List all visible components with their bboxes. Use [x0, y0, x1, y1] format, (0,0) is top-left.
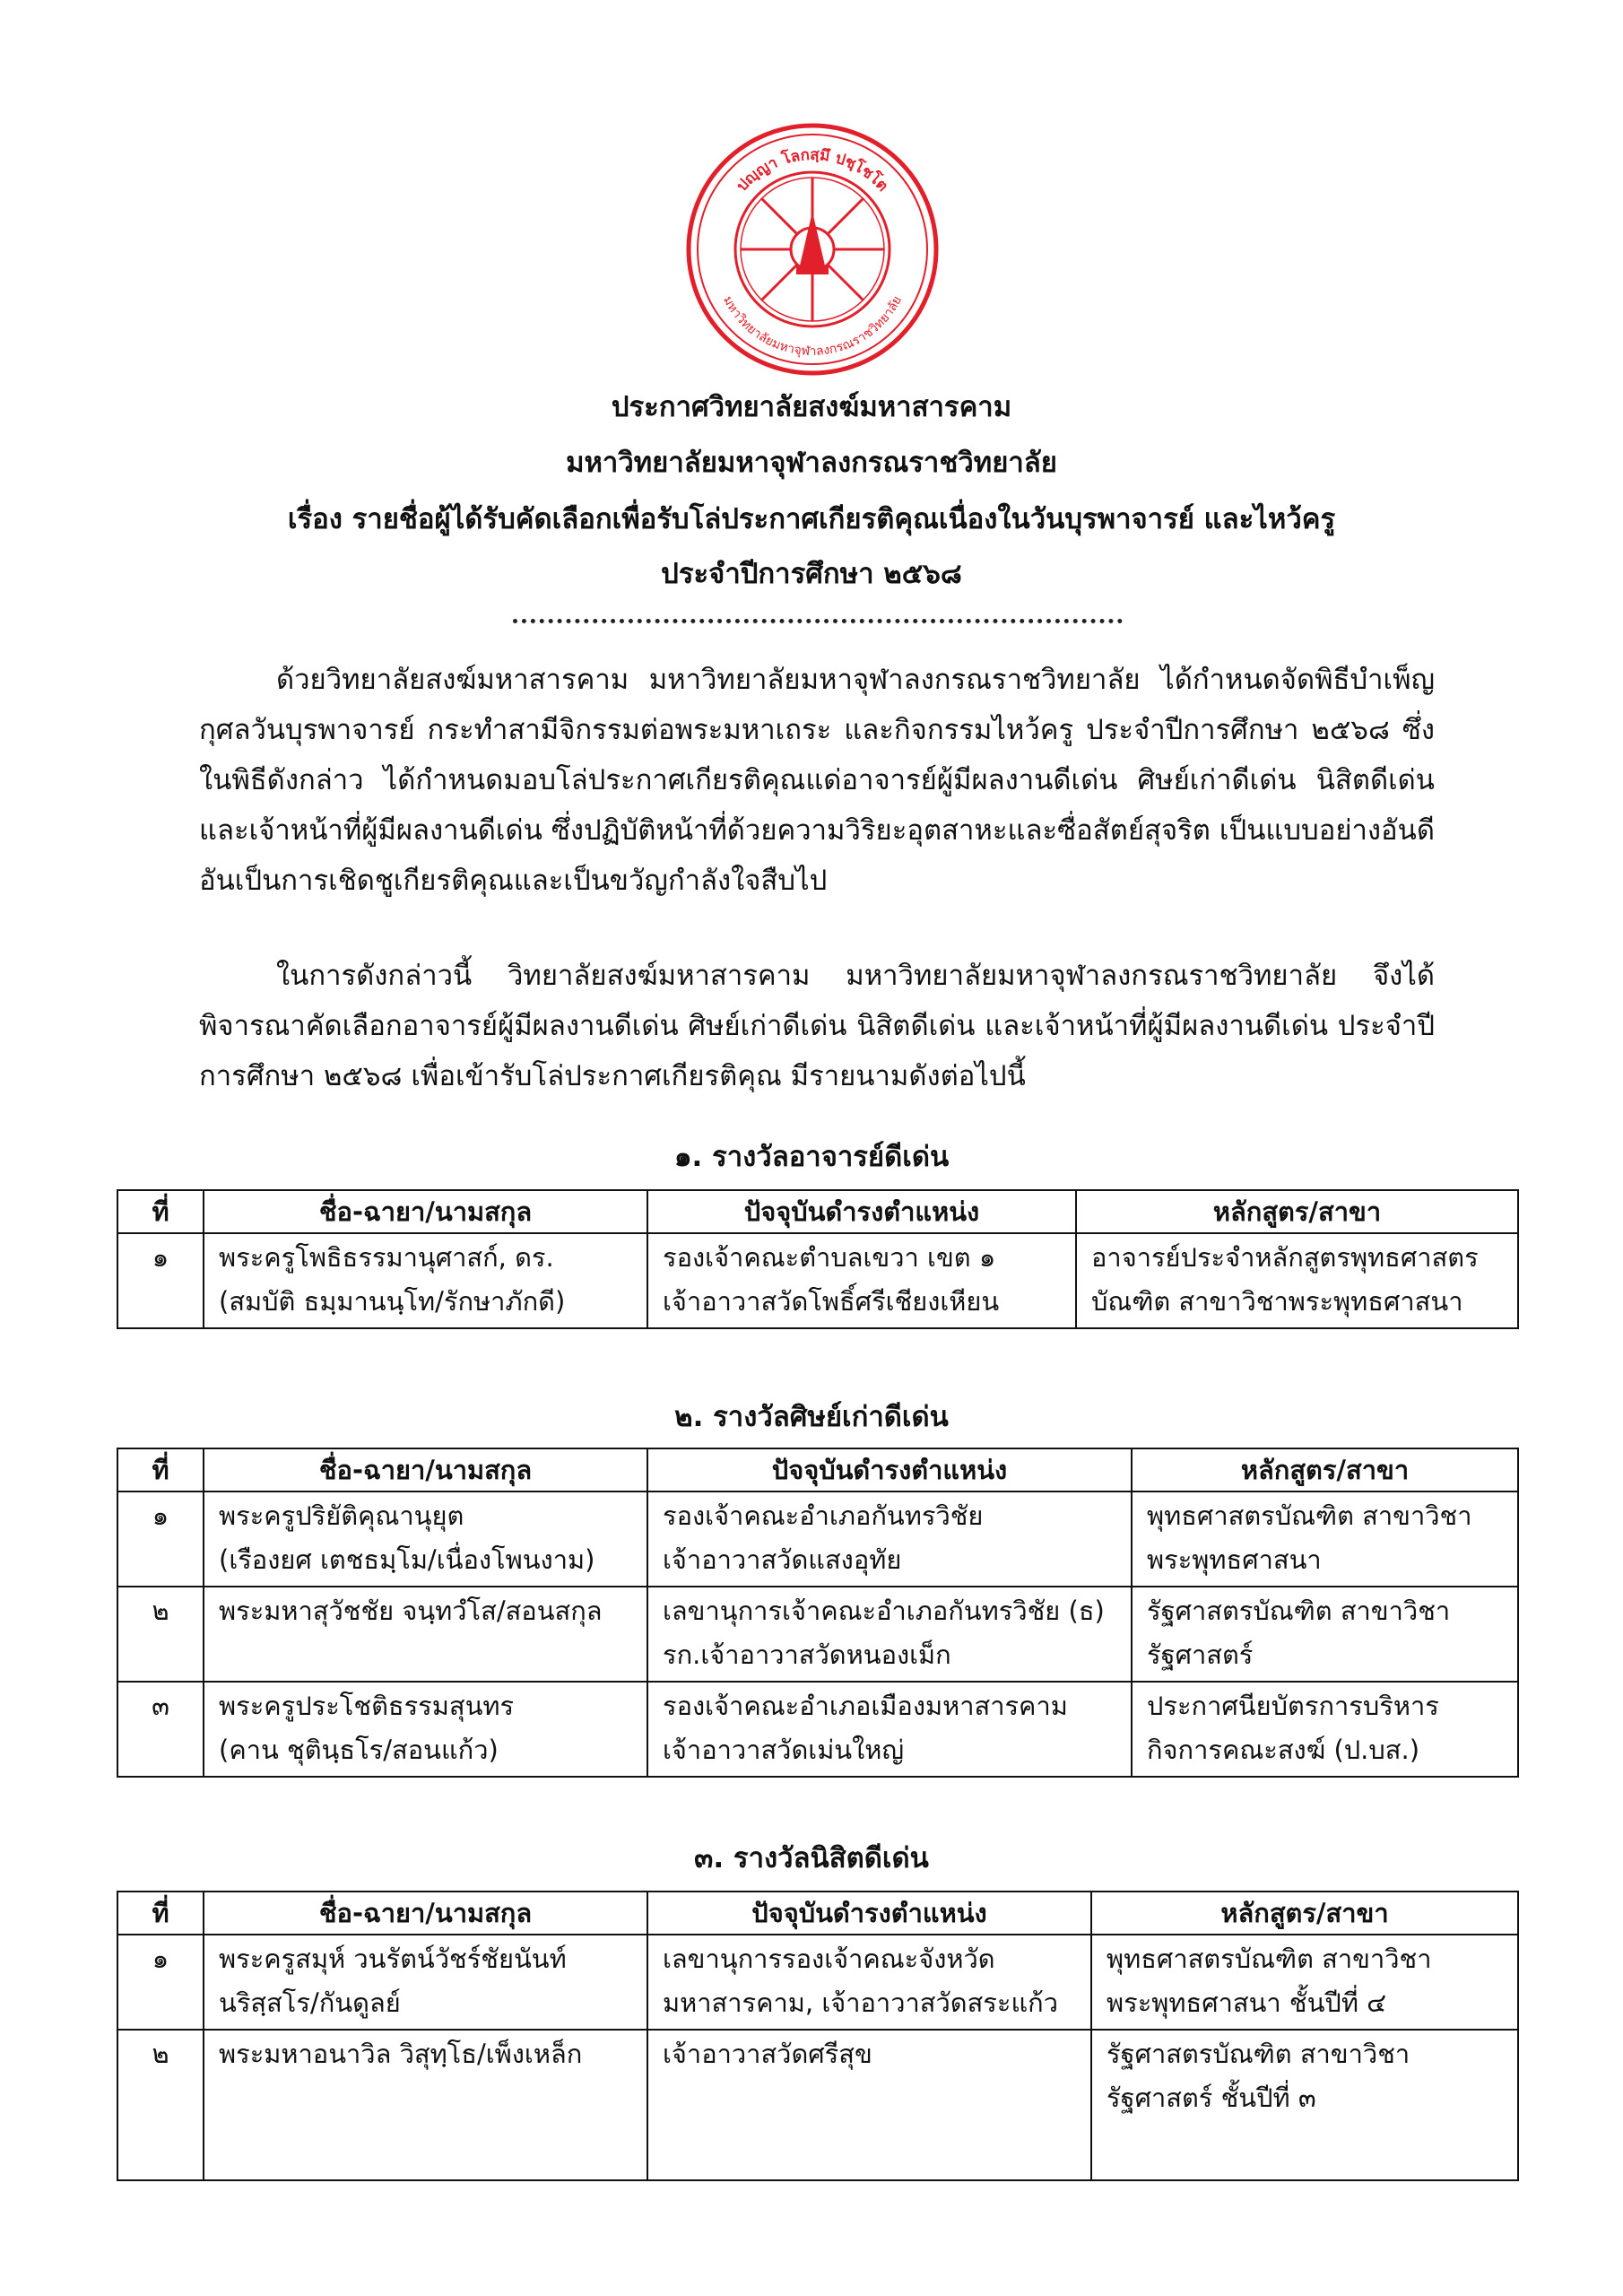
row-position — [647, 1492, 1132, 1587]
row-name — [204, 1682, 647, 1777]
col-header-position: ปัจจุบันดำรงตำแหน่ง — [647, 1448, 1132, 1492]
table-student-award — [117, 1891, 1519, 2181]
table-header-row — [117, 1892, 1518, 1935]
row-no: ๑ — [117, 1935, 204, 2030]
col-header-program: หลักสูตร/สาขา — [1091, 1892, 1518, 1935]
col-header-program: หลักสูตร/สาขา — [1076, 1190, 1518, 1233]
program-line: รัฐศาสตร์ ชั้นปีที่ ๓ — [1107, 2083, 1316, 2113]
position-line: รองเจ้าคณะอำเภอเมืองมหาสารคาม — [663, 1691, 1068, 1721]
program-line: ประกาศนียบัตรการบริหาร — [1147, 1691, 1439, 1721]
row-position — [647, 1587, 1132, 1682]
header-line-1: ประกาศวิทยาลัยสงฆ์มหาสารคาม — [611, 391, 1012, 423]
row-name — [204, 1587, 647, 1682]
table-header-row — [117, 1190, 1518, 1233]
table-alumni-award — [117, 1448, 1519, 1778]
col-header-name: ชื่อ-ฉายา/นามสกุล — [204, 1190, 647, 1233]
seal-bottom-text: มหาวิทยาลัยมหาจุฬาลงกรณราชวิทยาลัย — [720, 293, 905, 360]
row-no: ๒ — [117, 2030, 204, 2180]
row-no: ๓ — [117, 1682, 204, 1777]
name-line: (คาน ชุตินฺธโร/สอนแก้ว) — [219, 1735, 499, 1765]
paragraph-2 — [199, 951, 1435, 1101]
name-line: พระครูปริยัติคุณานุยุต — [219, 1500, 464, 1531]
row-no: ๒ — [117, 1587, 204, 1682]
position-line: เจ้าอาวาสวัดเม่นใหญ่ — [663, 1735, 905, 1765]
section-title-1: ๑. รางวัลอาจารย์ดีเด่น — [673, 1141, 950, 1173]
position-line: เจ้าอาวาสวัดศรีสุข — [663, 2039, 872, 2069]
row-position — [647, 1233, 1076, 1328]
name-line: พระครูโพธิธรรมานุศาสก์, ดร. — [219, 1242, 554, 1273]
header-line-3: เรื่อง รายชื่อผู้ได้รับคัดเลือกเพื่อรับโล่ประกาศเกียรติคุณเนื่องในวันบุรพาจารย์ และไหว้ครู — [287, 503, 1336, 535]
paragraph-1-text: ด้วยวิทยาลัยสงฆ์มหาสารคาม มหาวิทยาลัยมหาจุฬาลงกรณราชวิทยาลัย ได้กำหนดจัดพิธีบำเพ็ญกุศลวันบุรพาจารย์ กระทำสามีจิกรรมต่อพระมหาเถระ และกิจกรรมไหว้ครู ประจำปีการศึกษา ๒๕๖๘ ซึ่งในพิธีดังกล่าว ได้กำหนดมอบโล่ประกาศเกียรติคุณแด่อาจารย์ผู้มีผลงานดีเด่น ศิษย์เก่าดีเด่น นิสิตดีเด่น และเจ้าหน้าที่ผู้มีผลงานดีเด่น ซึ่งปฏิบัติหน้าที่ด้วยความวิริยะอุตสาหะและซื่อสัตย์สุจริต เป็นแบบอย่างอันดี อันเป็นการเชิดชูเกียรติคุณและเป็นขวัญกำลังใจสืบไป — [199, 664, 1436, 897]
position-line: มหาสารคาม, เจ้าอาวาสวัดสระแก้ว — [663, 1987, 1058, 2018]
table-row — [117, 1587, 1518, 1682]
row-name — [204, 1935, 647, 2030]
col-header-no: ที่ — [117, 1892, 204, 1935]
col-header-no: ที่ — [117, 1448, 204, 1492]
program-line: พุทธศาสตรบัณฑิต สาขาวิชา — [1147, 1500, 1472, 1531]
row-no: ๑ — [117, 1492, 204, 1587]
program-line: รัฐศาสตร์ — [1147, 1639, 1254, 1670]
name-line: พระมหาอนาวิล วิสุทฺโธ/เพ็งเหล็ก — [219, 2039, 583, 2069]
row-program — [1091, 2030, 1518, 2180]
paragraph-2-text: ในการดังกล่าวนี้ วิทยาลัยสงฆ์มหาสารคาม มหาวิทยาลัยมหาจุฬาลงกรณราชวิทยาลัย จึงได้พิจารณาคัดเลือกอาจารย์ผู้มีผลงานดีเด่น ศิษย์เก่าดีเด่น นิสิตดีเด่น และเจ้าหน้าที่ผู้มีผลงานดีเด่น ประจำปีการศึกษา ๒๕๖๘ เพื่อเข้ารับโล่ประกาศเกียรติคุณ มีรายนามดังต่อไปนี้ — [199, 960, 1435, 1092]
program-line: พุทธศาสตรบัณฑิต สาขาวิชา — [1107, 1944, 1432, 1974]
seal-top-text: ปญฺญา โลกสฺมึ ปชฺโชโต — [733, 145, 892, 196]
position-line: เลขานุการรองเจ้าคณะจังหวัด — [663, 1944, 995, 1974]
row-position — [647, 1935, 1091, 2030]
table-row — [117, 1233, 1518, 1328]
header-line-2: มหาวิทยาลัยมหาจุฬาลงกรณราชวิทยาลัย — [566, 447, 1057, 479]
name-line: นริสฺสโร/กันดูลย์ — [219, 1987, 401, 2018]
row-name — [204, 1492, 647, 1587]
name-line: (เรืองยศ เตชธมฺโม/เนื่องโพนงาม) — [219, 1544, 595, 1575]
table-row — [117, 1492, 1518, 1587]
university-seal-icon — [685, 122, 940, 377]
table-row — [117, 2030, 1518, 2180]
row-name — [204, 1233, 647, 1328]
row-program — [1132, 1587, 1518, 1682]
row-position — [647, 2030, 1091, 2180]
program-line: พระพุทธศาสนา ชั้นปีที่ ๔ — [1107, 1987, 1387, 2018]
row-program — [1091, 1935, 1518, 2030]
position-line: รองเจ้าคณะตำบลเขวา เขต ๑ — [663, 1242, 996, 1273]
col-header-no: ที่ — [117, 1190, 204, 1233]
name-line: พระครูสมุห์ วนรัตน์วัชร์ชัยนันท์ — [219, 1944, 567, 1974]
table-row — [117, 1682, 1518, 1777]
position-line: รองเจ้าคณะอำเภอกันทรวิชัย — [663, 1500, 984, 1531]
program-line: บัณฑิต สาขาวิชาพระพุทธศาสนา — [1091, 1286, 1463, 1317]
col-header-name: ชื่อ-ฉายา/นามสกุล — [204, 1448, 647, 1492]
section-title-3: ๓. รางวัลนิสิตดีเด่น — [694, 1842, 929, 1874]
program-line: กิจการคณะสงฆ์ (ป.บส.) — [1147, 1735, 1420, 1765]
position-line: เลขานุการเจ้าคณะอำเภอกันทรวิชัย (ธ) — [663, 1596, 1105, 1626]
row-name — [204, 2030, 647, 2180]
program-line: อาจารย์ประจำหลักสูตรพุทธศาสตร — [1091, 1242, 1479, 1273]
program-line: รัฐศาสตรบัณฑิต สาขาวิชา — [1147, 1596, 1451, 1626]
name-line: (สมบัติ ธมฺมานนฺโท/รักษาภักดี) — [219, 1286, 566, 1317]
position-line: รก.เจ้าอาวาสวัดหนองเม็ก — [663, 1639, 951, 1670]
header-line-4: ประจำปีการศึกษา ๒๕๖๘ — [661, 558, 962, 590]
position-line: เจ้าอาวาสวัดแสงอุทัย — [663, 1544, 902, 1575]
table-row — [117, 1935, 1518, 2030]
row-program — [1132, 1682, 1518, 1777]
program-line: พระพุทธศาสนา — [1147, 1544, 1322, 1575]
program-line: รัฐศาสตรบัณฑิต สาขาวิชา — [1107, 2039, 1410, 2069]
col-header-position: ปัจจุบันดำรงตำแหน่ง — [647, 1190, 1076, 1233]
name-line: พระมหาสุวัชชัย จนฺทวํโส/สอนสกุล — [219, 1596, 603, 1626]
dotted-divider — [513, 610, 1123, 623]
row-program — [1076, 1233, 1518, 1328]
paragraph-1 — [199, 655, 1435, 906]
col-header-position: ปัจจุบันดำรงตำแหน่ง — [647, 1892, 1091, 1935]
col-header-name: ชื่อ-ฉายา/นามสกุล — [204, 1892, 647, 1935]
table-teacher-award — [117, 1189, 1519, 1329]
row-no: ๑ — [117, 1233, 204, 1328]
row-position — [647, 1682, 1132, 1777]
table-header-row — [117, 1448, 1518, 1492]
position-line: เจ้าอาวาสวัดโพธิ์ศรีเชียงเหียน — [663, 1286, 1000, 1317]
col-header-program: หลักสูตร/สาขา — [1132, 1448, 1518, 1492]
row-program — [1132, 1492, 1518, 1587]
name-line: พระครูประโชติธรรมสุนทร — [219, 1691, 515, 1721]
section-title-2: ๒. รางวัลศิษย์เก่าดีเด่น — [674, 1401, 949, 1433]
